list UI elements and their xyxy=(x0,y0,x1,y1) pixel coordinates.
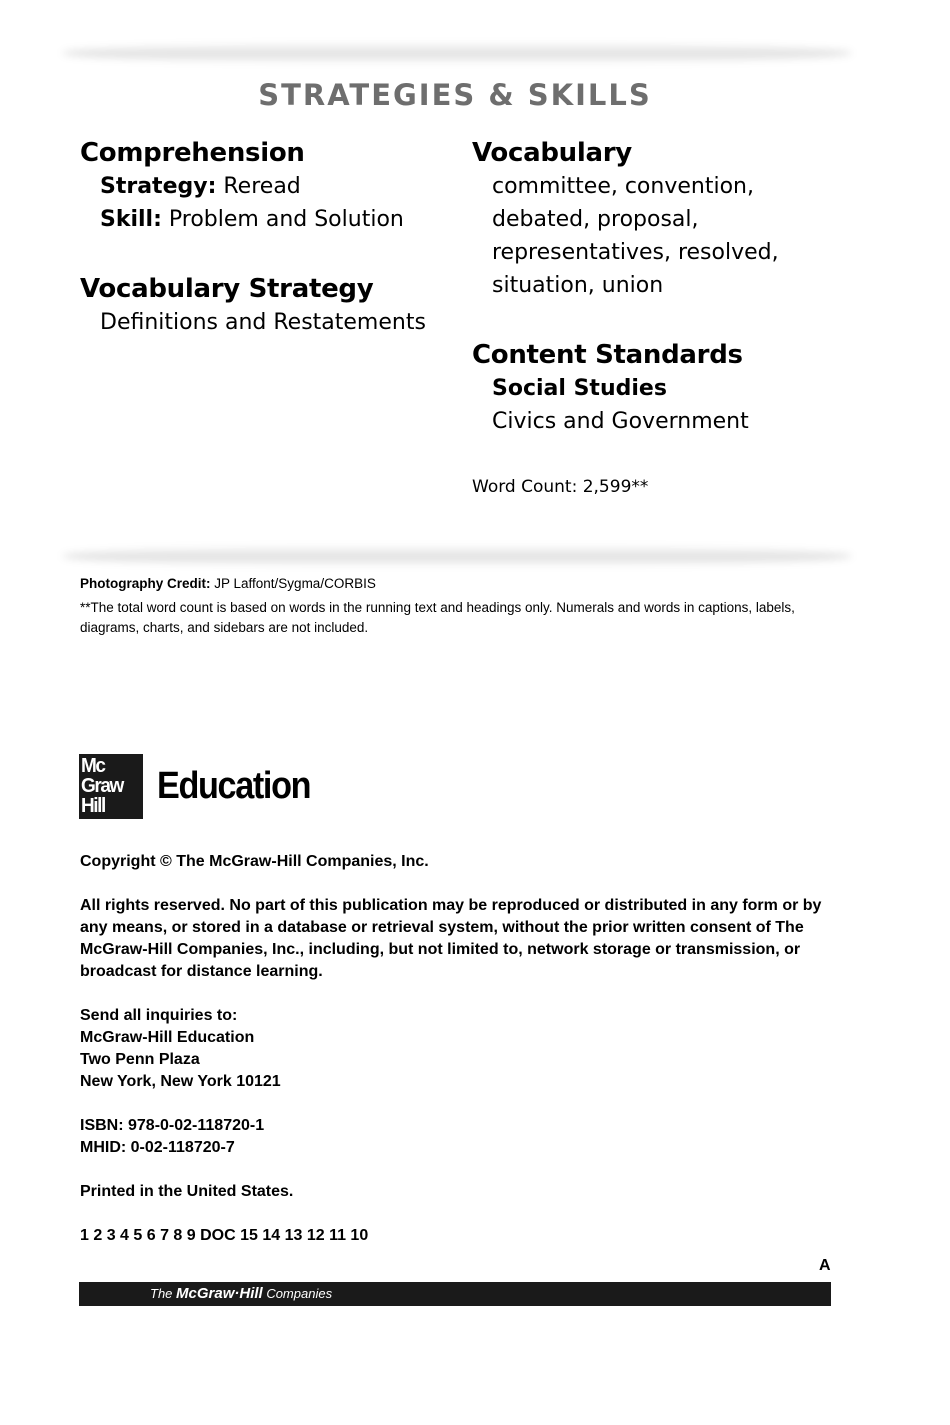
skill-line xyxy=(100,203,460,236)
footer-suffix: Companies xyxy=(262,1286,333,1301)
content-subject: Social Studies xyxy=(492,376,667,401)
mcgraw-hill-education-logo xyxy=(79,754,327,819)
skill-value: Problem and Solution xyxy=(161,207,404,232)
photo-credit-label: Photography Credit: xyxy=(80,576,211,591)
word-count: Word Count: 2,599** xyxy=(472,477,649,497)
rights-statement: All rights reserved. No part of this publication may be reproduced or distributed in any form or by any means, or stored in a database or retrieval system, without the prior written consent of The McGraw-Hill Companies, Inc., including, but not limited to, network storage or transmission, or broadcast for distance learning. xyxy=(80,897,822,980)
vocabulary-strategy-heading: Vocabulary Strategy xyxy=(80,274,374,304)
logo-line: Graw xyxy=(81,775,123,797)
vocabulary-line: representatives, resolved, xyxy=(492,240,779,265)
logo-line: Hill xyxy=(81,795,105,817)
footer-prefix: The xyxy=(150,1286,177,1301)
mhid: MHID: 0-02-118720-7 xyxy=(80,1139,235,1156)
strategy-line xyxy=(100,170,460,203)
content-topic: Civics and Government xyxy=(492,409,749,434)
skill-label: Skill: xyxy=(100,207,162,232)
inquiries-address xyxy=(80,1005,840,1093)
content-standards-heading: Content Standards xyxy=(472,340,743,370)
footer-brand xyxy=(150,1285,332,1302)
logo-wordmark: Education xyxy=(157,765,311,807)
mcgraw-hill-logo-box xyxy=(79,754,143,819)
vocabulary-line: committee, convention, xyxy=(492,174,754,199)
vocabulary-strategy-value: Definitions and Restatements xyxy=(100,310,426,335)
photo-credit xyxy=(80,574,820,594)
comprehension-heading: Comprehension xyxy=(80,138,305,168)
bottom-shadow-divider xyxy=(62,545,852,567)
top-shadow-divider xyxy=(62,42,852,64)
book-identifiers xyxy=(80,1115,840,1159)
address-line: Two Penn Plaza xyxy=(80,1051,200,1068)
address-line: McGraw-Hill Education xyxy=(80,1029,255,1046)
footer-bar xyxy=(79,1282,831,1306)
vocabulary-heading: Vocabulary xyxy=(472,138,632,168)
isbn: ISBN: 978-0-02-118720-1 xyxy=(80,1117,265,1134)
address-line: New York, New York 10121 xyxy=(80,1073,281,1090)
address-line: Send all inquiries to: xyxy=(80,1007,238,1024)
printing-line: 1 2 3 4 5 6 7 8 9 DOC 15 14 13 12 11 10 xyxy=(80,1227,369,1244)
right-column xyxy=(472,136,852,499)
footer-brand-name: McGraw·Hill xyxy=(176,1285,263,1302)
copyright-line: Copyright © The McGraw-Hill Companies, Inc. xyxy=(80,853,429,870)
strategy-label: Strategy: xyxy=(100,174,217,199)
photo-credit-value: JP Laffont/Sygma/CORBIS xyxy=(210,576,376,591)
left-column xyxy=(80,136,460,339)
printed-in: Printed in the United States. xyxy=(80,1183,294,1200)
page-letter: A xyxy=(819,1257,831,1274)
word-count-footnote: **The total word count is based on words in the running text and headings only. Numerals and words in captions, labels, diagrams, charts, and sidebars are not included. xyxy=(80,600,795,635)
vocabulary-line: situation, union xyxy=(492,273,664,298)
vocabulary-line: debated, proposal, xyxy=(492,207,699,232)
logo-line: Mc xyxy=(81,755,105,777)
page-title: STRATEGIES & SKILLS xyxy=(258,78,652,112)
strategy-value: Reread xyxy=(216,174,301,199)
